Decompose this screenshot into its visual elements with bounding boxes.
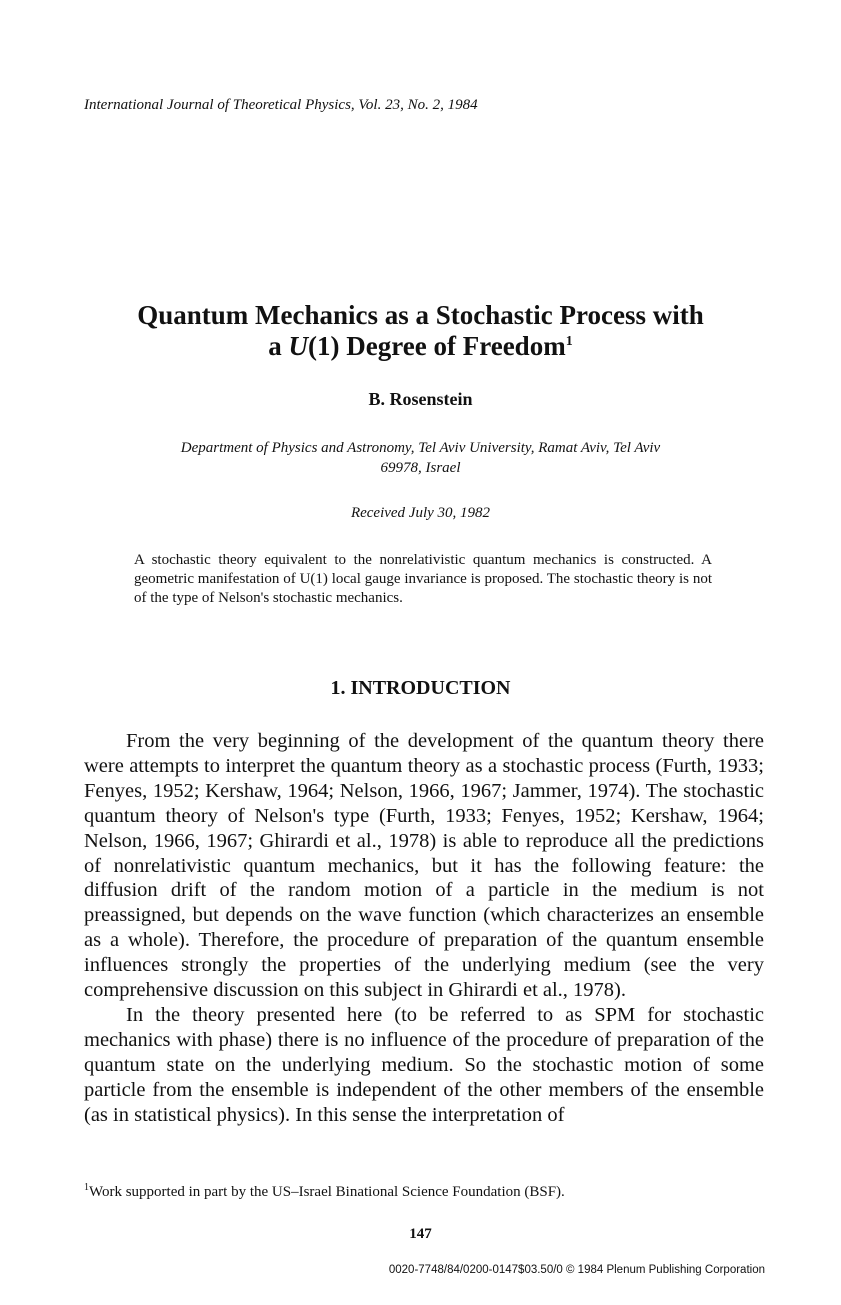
page-number: 147 [409,1226,432,1242]
footnote-text: Work supported in part by the US–Israel Binational Science Foundation (BSF). [89,1184,565,1200]
title-line-2-rest: (1) Degree of Freedom [308,331,566,361]
body-text [84,729,764,1128]
title-footnote-mark: 1 [565,334,573,349]
title-line-1: Quantum Mechanics as a Stochastic Process with [137,300,704,330]
footnote [84,1184,565,1201]
title-u-symbol: U [288,331,309,361]
title-line-2 [60,331,781,362]
abstract: A stochastic theory equivalent to the nonrelativistic quantum mechanics is constructed. A geometric manifestation of U(1) local gauge invariance is proposed. The stochastic theory is not of the type of Nelson's stochastic mechanics. [134,552,712,606]
paper-title [60,300,781,362]
affiliation [110,438,731,478]
journal-header: International Journal of Theoretical Physics, Vol. 23, No. 2, 1984 [84,97,478,113]
copyright-line: 0020-7748/84/0200-0147$03.50/0 © 1984 Plenum Publishing Corporation [388,1264,765,1276]
section-heading: 1. INTRODUCTION [330,677,511,699]
author-name: B. Rosenstein [368,389,473,409]
paragraph-1: From the very beginning of the development of the quantum theory there were attempts to interpret the quantum theory as a stochastic process (Furth, 1933; Fenyes, 1952; Kershaw, 1964; Nelson, 1966, 1967; Jammer, 1974). The stochastic quantum theory of Nelson's type (Furth, 1933; Fenyes, 1952; Kershaw, 1964; Nelson, 1966, 1967; Ghirardi et al., 1978) is able to reproduce all the predictions of nonrelativistic quantum mechanics, but it has the following feature: the diffusion drift of the random motion of a particle in the medium is not preassigned, but depends on the wave function (which characterizes an ensemble as a whole). Therefore, the procedure of preparation of the quantum ensemble influences strongly the properties of the underlying medium (see the very comprehensive discussion on this subject in Ghirardi et al., 1978). [84,730,764,1002]
received-date: Received July 30, 1982 [350,505,491,521]
title-line-2-prefix: a [268,331,289,361]
affiliation-line-1: Department of Physics and Astronomy, Tel Aviv University, Ramat Aviv, Tel Aviv [180,440,661,456]
affiliation-line-2: 69978, Israel [380,460,461,476]
footnote-mark: 1 [84,1182,89,1193]
paragraph-2: In the theory presented here (to be referred to as SPM for stochastic mechanics with phase) there is no influence of the procedure of preparation of the quantum state on the underlying medium. So the stochastic motion of some particle from the ensemble is independent of the other members of the ensemble (as in statistical physics). In this sense the interpretation of [84,1003,764,1126]
